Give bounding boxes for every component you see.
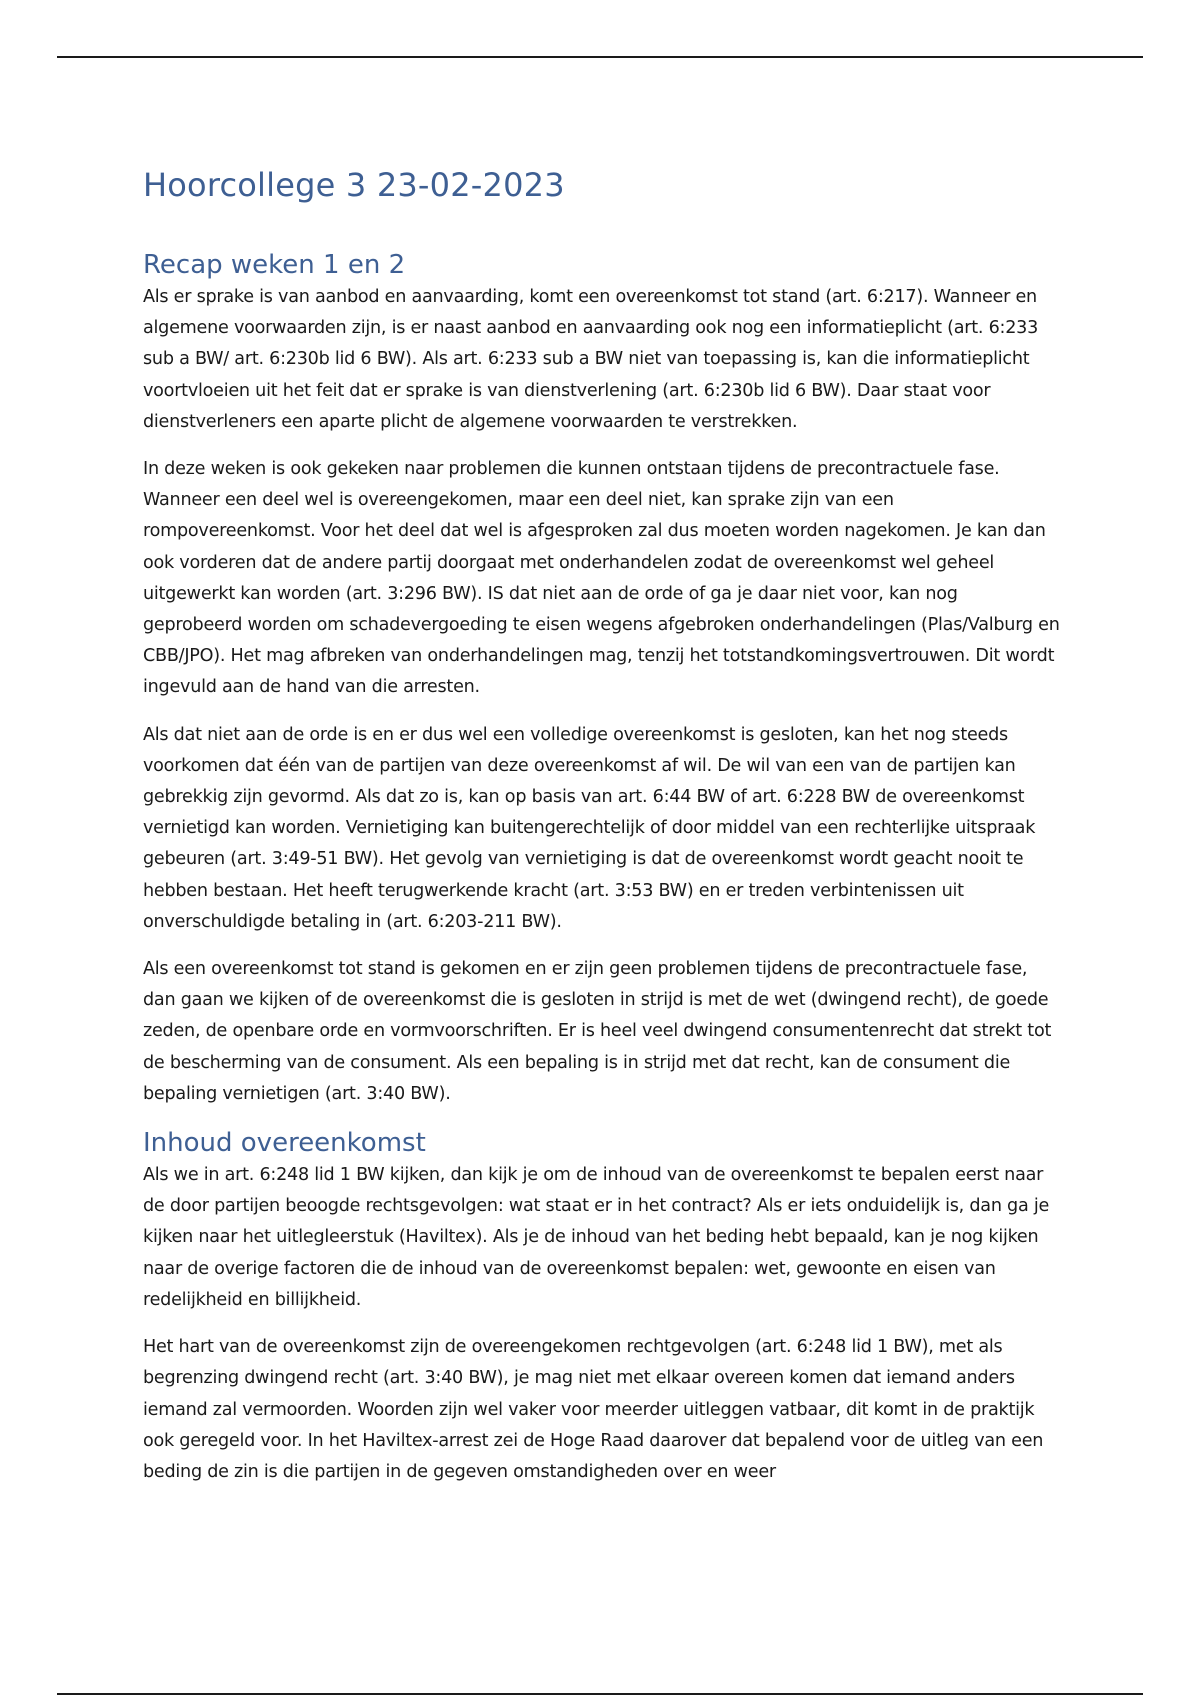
header-rule: [57, 56, 1143, 58]
footer-rule: [57, 1693, 1143, 1695]
document-body: [143, 160, 1061, 1488]
paragraph: Als dat niet aan de orde is en er dus wel een volledige overeenkomst is gesloten, kan het nog steeds voorkomen dat één van de partijen van deze overeenkomst af wil. De wil van een van de partijen kan gebrekkig zijn gevormd. Als dat zo is, kan op basis van art. 6:44 BW of art. 6:228 BW de overeenkomst vernietigd kan worden. Vernietiging kan buitengerechtelijk of door middel van een rechterlijke uitspraak gebeuren (art. 3:49-51 BW). Het gevolg van vernietiging is dat de overeenkomst wordt geacht nooit te hebben bestaan. Het heeft terugwerkende kracht (art. 3:53 BW) en er treden verbintenissen uit onverschuldigde betaling in (art. 6:203-211 BW).: [143, 724, 1036, 932]
paragraph: Als een overeenkomst tot stand is gekomen en er zijn geen problemen tijdens de precontractuele fase, dan gaan we kijken of de overeenkomst die is gesloten in strijd is met de wet (dwingend recht), de goede zeden, de openbare orde en vormvoorschriften. Er is heel veel dwingend consumentenrecht dat strekt tot de bescherming van de consument. Als een bepaling is in strijd met dat recht, kan de consument die bepaling vernietigen (art. 3:40 BW).: [143, 959, 1052, 1104]
paragraph: Het hart van de overeenkomst zijn de overeengekomen rechtgevolgen (art. 6:248 lid 1 BW), met als begrenzing dwingend recht (art. 3:40 BW), je mag niet met elkaar overeen komen dat iemand anders iemand zal vermoorden. Woorden zijn wel vaker voor meerder uitleggen vatbaar, dit komt in de praktijk ook geregeld voor. In het Haviltex-arrest zei de Hoge Raad daarover dat bepalend voor de uitleg van een beding de zin is die partijen in de gegeven omstandigheden over en weer: [143, 1337, 1044, 1482]
paragraph: Als we in art. 6:248 lid 1 BW kijken, dan kijk je om de inhoud van de overeenkomst te bepalen eerst naar de door partijen beoogde rechtsgevolgen: wat staat er in het contract? Als er iets onduidelijk is, dan ga je kijken naar het uitlegleerstuk (Haviltex). Als je de inhoud van het beding hebt bepaald, kan je nog kijken naar de overige factoren die de inhoud van de overeenkomst bepalen: wet, gewoonte en eisen van redelijkheid en billijkheid.: [143, 1165, 1050, 1310]
section-heading-inhoud: Inhoud overeenkomst: [143, 1128, 426, 1159]
paragraph: Als er sprake is van aanbod en aanvaarding, komt een overeenkomst tot stand (art. 6:217). Wanneer en algemene voorwaarden zijn, is er naast aanbod en aanvaarding ook nog een informatieplicht (art. 6:233 sub a BW/ art. 6:230b lid 6 BW). Als art. 6:233 sub a BW niet van toepassing is, kan die informatieplicht voortvloeien uit het feit dat er sprake is van dienstverlening (art. 6:230b lid 6 BW). Daar staat voor dienstverleners een aparte plicht de algemene voorwaarden te verstrekken.: [143, 287, 1039, 432]
section-heading-recap: Recap weken 1 en 2: [143, 250, 406, 280]
document-title: Hoorcollege 3 23-02-2023: [143, 166, 565, 204]
paragraph: In deze weken is ook gekeken naar problemen die kunnen ontstaan tijdens de precontractuele fase. Wanneer een deel wel is overeengekomen, maar een deel niet, kan sprake zijn van een rompovereenkomst. Voor het deel dat wel is afgesproken zal dus moeten worden nagekomen. Je kan dan ook vorderen dat de andere partij doorgaat met onderhandelen zodat de overeenkomst wel geheel uitgewerkt kan worden (art. 3:296 BW). IS dat niet aan de orde of ga je daar niet voor, kan nog geprobeerd worden om schadevergoeding te eisen wegens afgebroken onderhandelingen (Plas/Valburg en CBB/JPO). Het mag afbreken van onderhandelingen mag, tenzij het totstandkomingsvertrouwen. Dit wordt ingevuld aan de hand van die arresten.: [143, 459, 1060, 698]
